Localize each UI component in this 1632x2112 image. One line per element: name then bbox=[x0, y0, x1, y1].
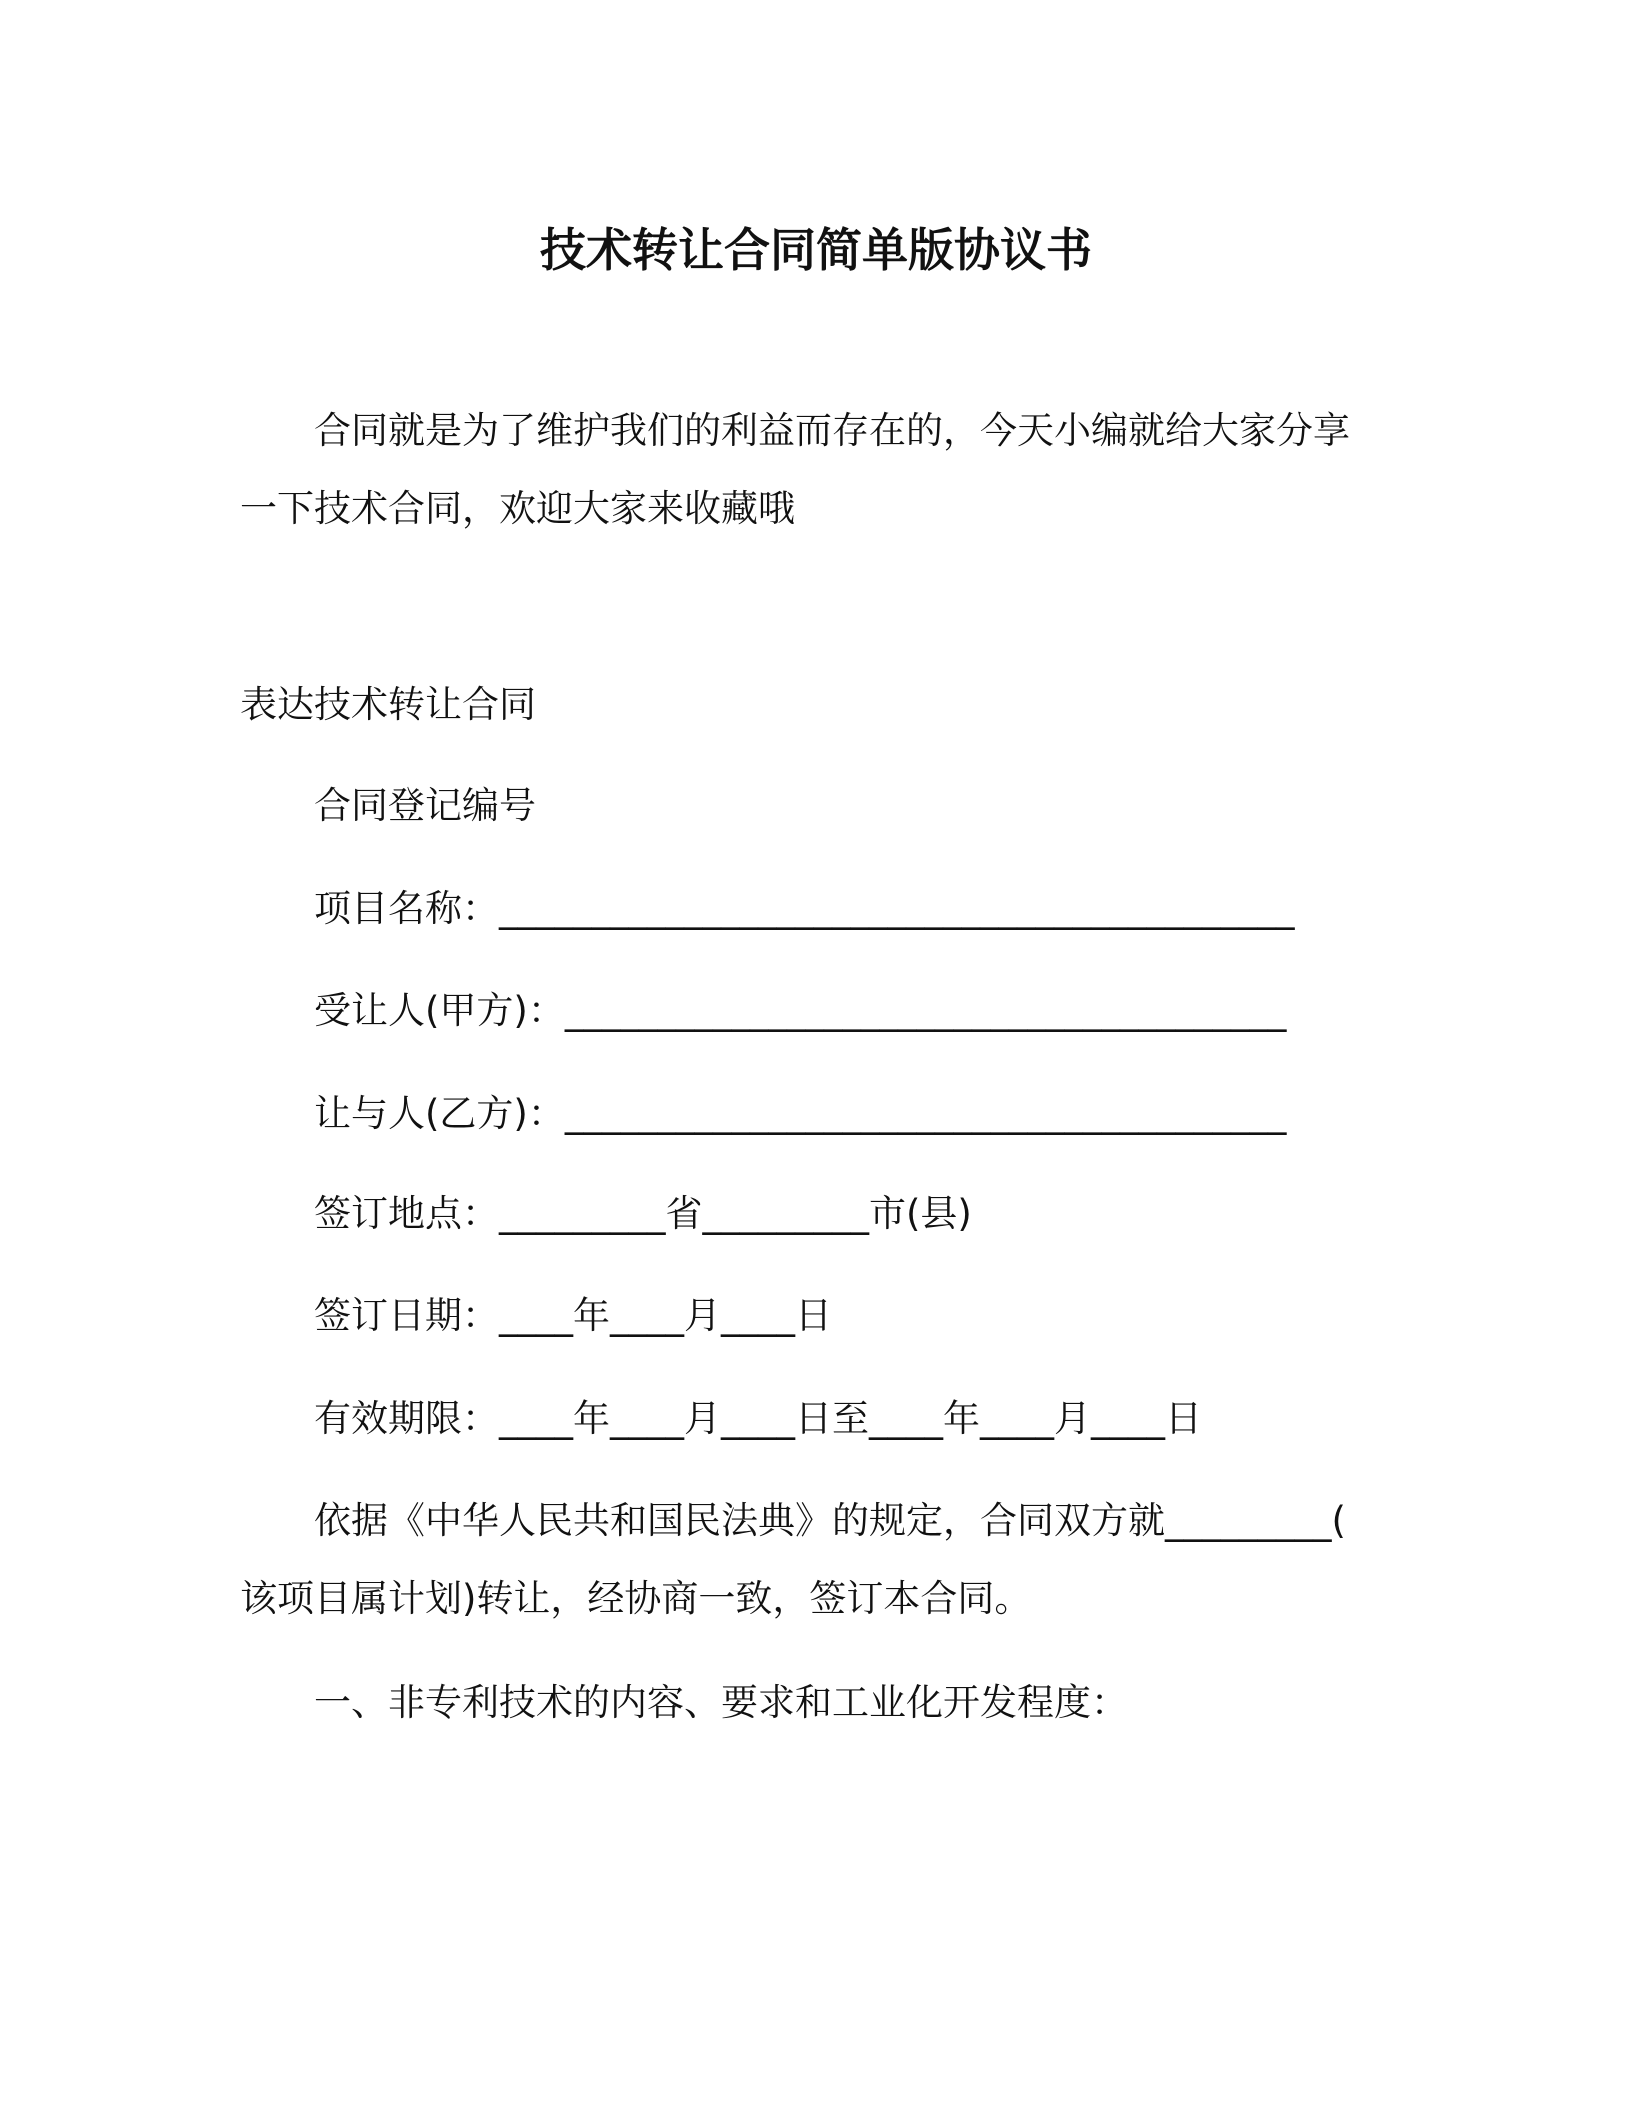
legal-basis-line-2: 该项目属计划)转让，经协商一致，签订本合同。 bbox=[240, 1577, 1032, 1620]
document-title: 技术转让合同简单版协议书 bbox=[540, 223, 1092, 277]
project-name-line: 项目名称：___________________________________________ bbox=[314, 887, 1295, 930]
intro-line-1: 合同就是为了维护我们的利益而存在的，今天小编就给大家分享 bbox=[314, 409, 1350, 452]
registration-number-label: 合同登记编号 bbox=[314, 784, 536, 827]
intro-line-2: 一下技术合同，欢迎大家来收藏哦 bbox=[240, 487, 795, 530]
assignee-line: 受让人(甲方)：_______________________________________ bbox=[314, 989, 1287, 1032]
clause-1-heading: 一、非专利技术的内容、要求和工业化开发程度： bbox=[314, 1681, 1128, 1724]
sign-date-line: 签订日期：____年____月____日 bbox=[314, 1294, 832, 1337]
section-heading: 表达技术转让合同 bbox=[240, 683, 536, 726]
legal-basis-line-1: 依据《中华人民共和国民法典》的规定，合同双方就_________( bbox=[314, 1499, 1346, 1542]
sign-place-line: 签订地点：_________省_________市(县) bbox=[314, 1192, 972, 1235]
assignor-line: 让与人(乙方)：_______________________________________ bbox=[314, 1092, 1287, 1135]
validity-line: 有效期限：____年____月____日至____年____月____日 bbox=[314, 1397, 1202, 1440]
